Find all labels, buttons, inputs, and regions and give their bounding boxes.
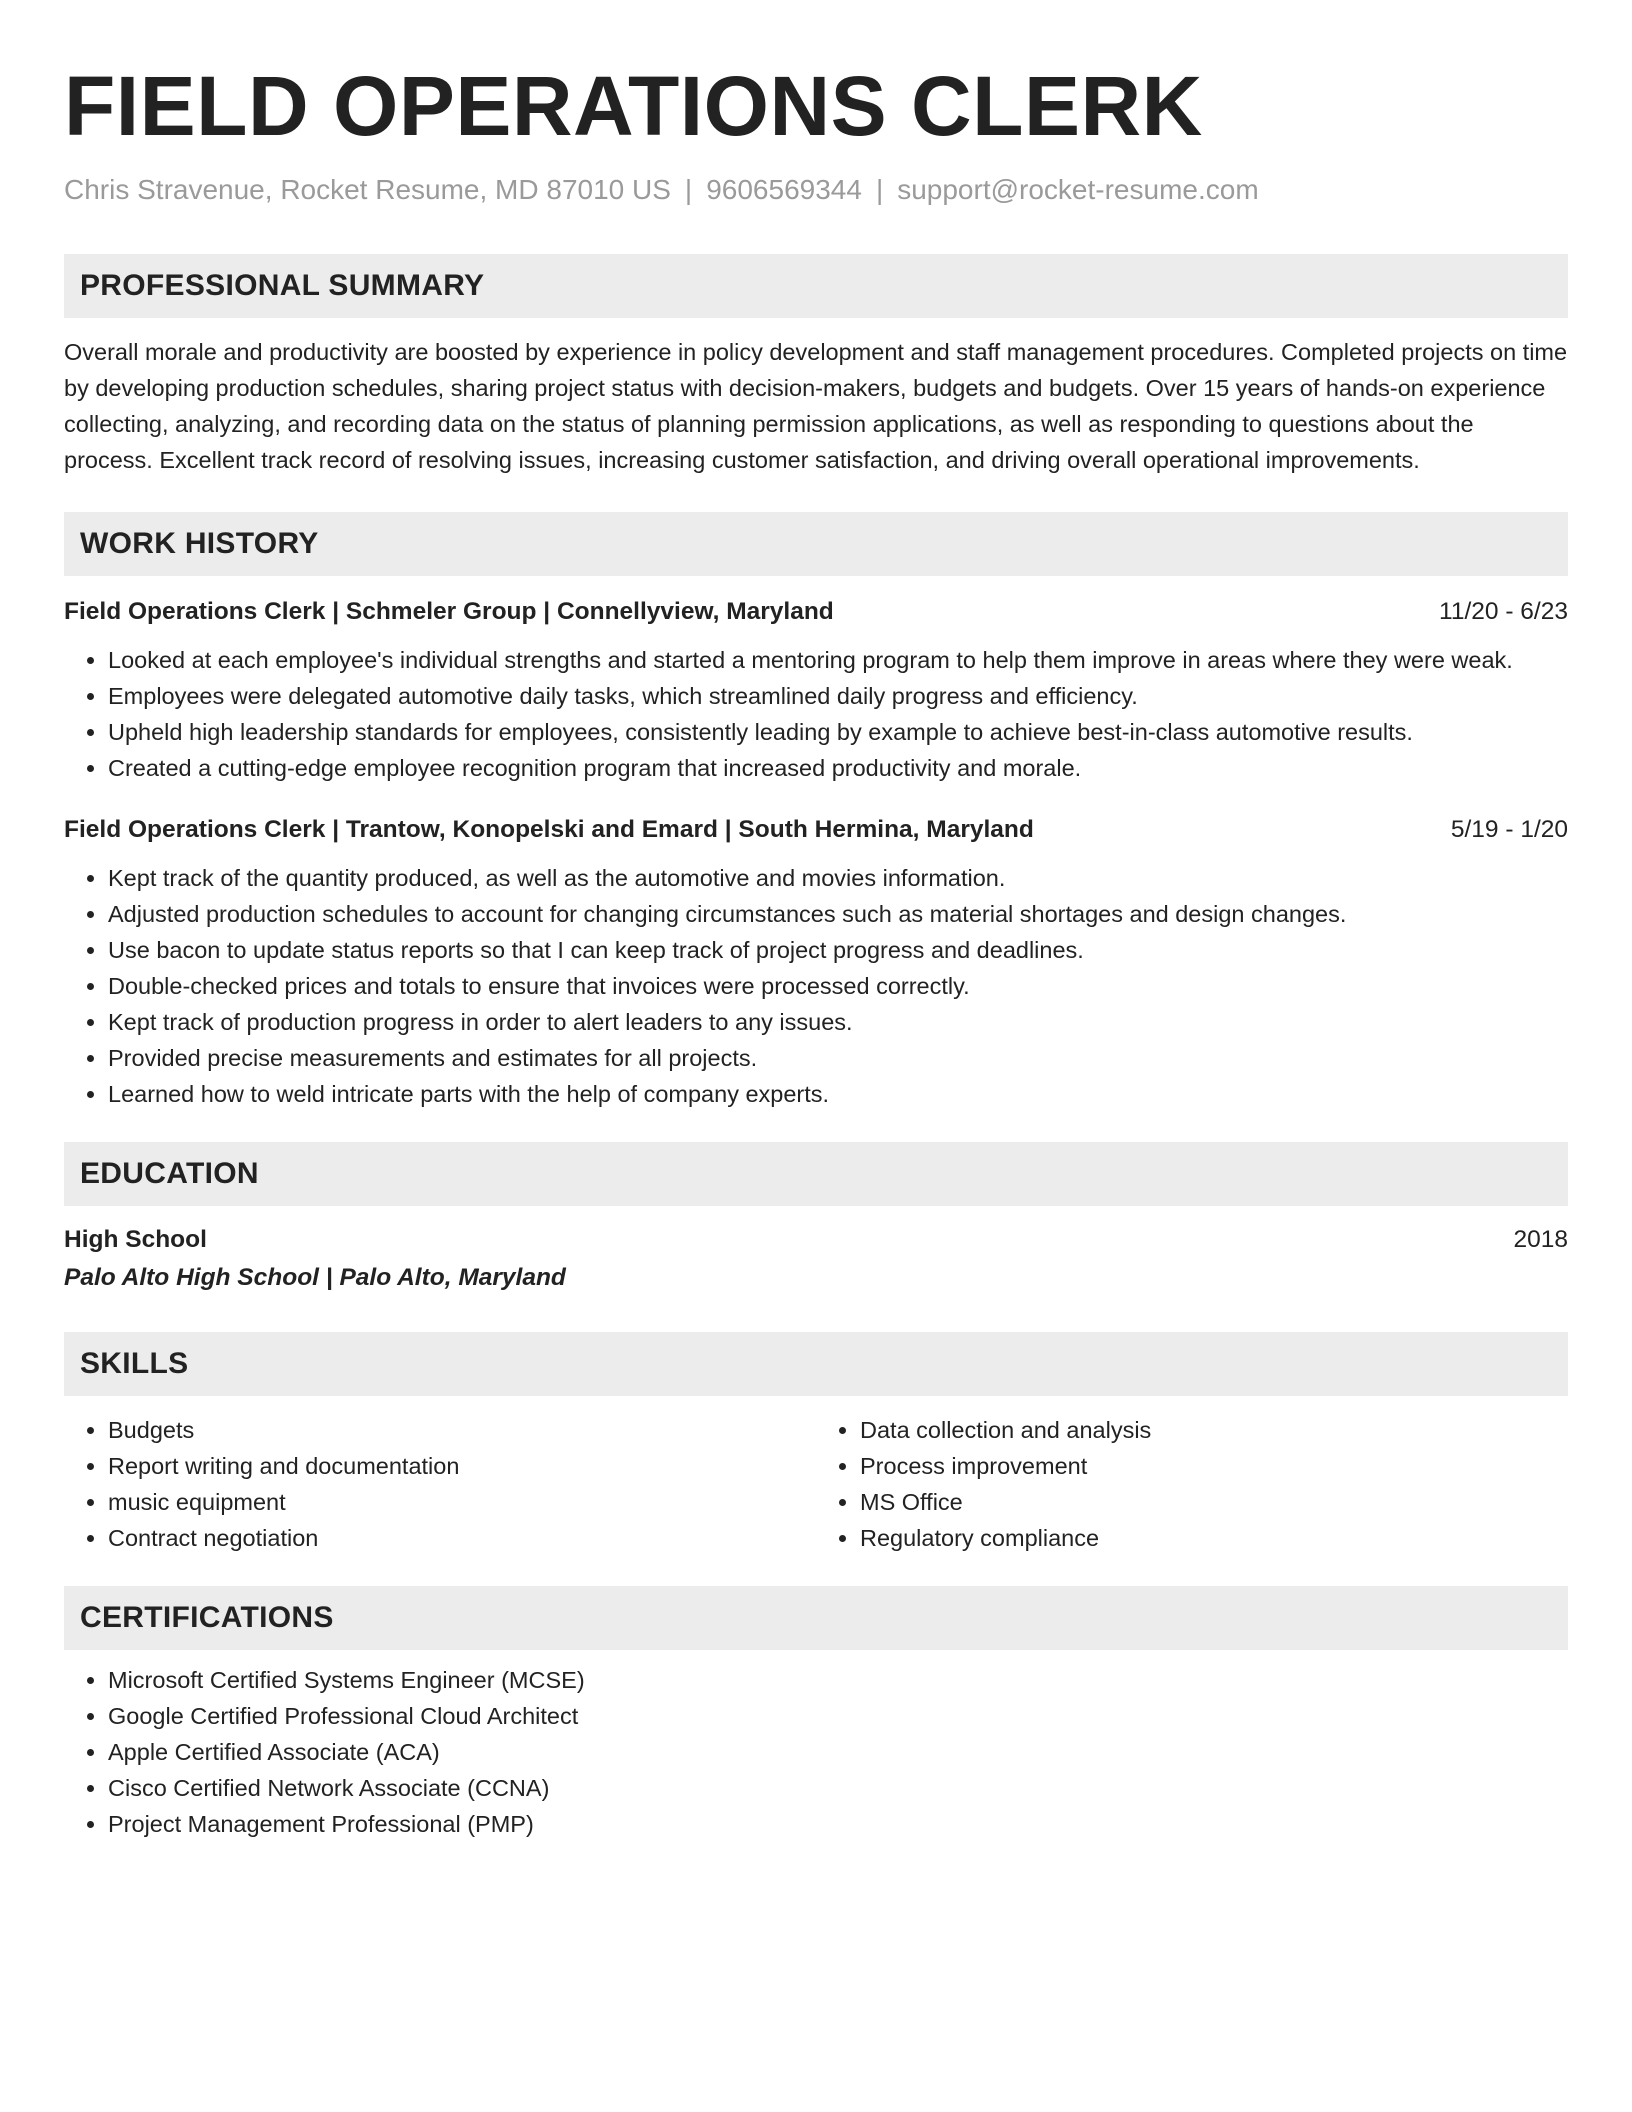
summary-text: Overall morale and productivity are boosted by experience in policy development and staff management procedures. Completed projects on time by developing production schedules, sharing project status with decision-makers, budgets and budgets. Over 15 years of hands-on experience collecting, analyzing, and recording data on the status of planning permission applications, as well as responding to questions about the process. Excellent track record of resolving issues, increasing customer satisfaction, and driving overall operational improvements. bbox=[64, 339, 1568, 473]
job-entry bbox=[64, 812, 1568, 1112]
job-bullet: • Adjusted production schedules to account for changing circumstances such as material shortages and design changes. bbox=[108, 896, 1568, 932]
education-degree: High School bbox=[64, 1226, 207, 1253]
job-bullet: • Use bacon to update status reports so that I can keep track of project progress and deadlines. bbox=[108, 932, 1568, 968]
job-bullet: • Kept track of the quantity produced, as well as the automotive and movies information. bbox=[108, 860, 1568, 896]
certifications-list bbox=[64, 1662, 1568, 1842]
skills-column-left bbox=[64, 1412, 816, 1556]
skills-column-right bbox=[816, 1412, 1568, 1556]
skill-item: • Budgets bbox=[108, 1412, 816, 1448]
resume-name: FIELD OPERATIONS CLERK bbox=[64, 59, 1203, 153]
contact-separator: | bbox=[684, 174, 693, 205]
section-heading-skills: SKILLS bbox=[64, 1332, 1568, 1396]
job-bullet: • Learned how to weld intricate parts with the help of company experts. bbox=[108, 1076, 1568, 1112]
section-heading-work-history: WORK HISTORY bbox=[64, 512, 1568, 576]
job-bullet: • Provided precise measurements and estimates for all projects. bbox=[108, 1040, 1568, 1076]
certification-item: • Google Certified Professional Cloud Architect bbox=[108, 1698, 1568, 1734]
education-row bbox=[64, 1222, 1568, 1258]
job-title: Field Operations Clerk | Trantow, Konopelski and Emard | South Hermina, Maryland bbox=[64, 816, 1034, 843]
job-entry bbox=[64, 594, 1568, 786]
job-dates: 11/20 - 6/23 bbox=[1439, 598, 1568, 625]
contact-line bbox=[64, 170, 1568, 210]
skill-item: • Regulatory compliance bbox=[860, 1520, 1568, 1556]
section-heading-education: EDUCATION bbox=[64, 1142, 1568, 1206]
skill-item: • music equipment bbox=[108, 1484, 816, 1520]
job-title: Field Operations Clerk | Schmeler Group | Connellyview, Maryland bbox=[64, 598, 834, 625]
job-title-row bbox=[64, 812, 1568, 848]
job-dates: 5/19 - 1/20 bbox=[1450, 816, 1568, 843]
skill-item: • Process improvement bbox=[860, 1448, 1568, 1484]
job-bullet: • Kept track of production progress in order to alert leaders to any issues. bbox=[108, 1004, 1568, 1040]
skill-item: • Report writing and documentation bbox=[108, 1448, 816, 1484]
skill-item: • Data collection and analysis bbox=[860, 1412, 1568, 1448]
education-year: 2018 bbox=[1513, 1226, 1568, 1253]
job-bullet: • Upheld high leadership standards for employees, consistently leading by example to achieve best-in-class automotive results. bbox=[108, 714, 1568, 750]
section-heading-summary: PROFESSIONAL SUMMARY bbox=[64, 254, 1568, 318]
contact-phone: 9606569344 bbox=[706, 174, 862, 205]
job-bullet: • Employees were delegated automotive daily tasks, which streamlined daily progress and efficiency. bbox=[108, 678, 1568, 714]
job-bullet: • Looked at each employee's individual strengths and started a mentoring program to help them improve in areas where they were weak. bbox=[108, 642, 1568, 678]
certification-item: • Cisco Certified Network Associate (CCNA) bbox=[108, 1770, 1568, 1806]
skill-item: • Contract negotiation bbox=[108, 1520, 816, 1556]
job-bullet: • Double-checked prices and totals to ensure that invoices were processed correctly. bbox=[108, 968, 1568, 1004]
job-bullets bbox=[64, 642, 1568, 786]
skills-grid bbox=[64, 1412, 1568, 1556]
job-bullets bbox=[64, 860, 1568, 1112]
skill-item: • MS Office bbox=[860, 1484, 1568, 1520]
job-title-row bbox=[64, 594, 1568, 630]
contact-email[interactable]: support@rocket-resume.com bbox=[897, 174, 1259, 205]
education-school: Palo Alto High School | Palo Alto, Maryland bbox=[64, 1264, 566, 1291]
job-bullet: • Created a cutting-edge employee recognition program that increased productivity and morale. bbox=[108, 750, 1568, 786]
certification-item: • Apple Certified Associate (ACA) bbox=[108, 1734, 1568, 1770]
contact-address: Chris Stravenue, Rocket Resume, MD 87010 US bbox=[64, 174, 671, 205]
section-heading-certifications: CERTIFICATIONS bbox=[64, 1586, 1568, 1650]
certification-item: • Project Management Professional (PMP) bbox=[108, 1806, 1568, 1842]
certification-item: • Microsoft Certified Systems Engineer (MCSE) bbox=[108, 1662, 1568, 1698]
contact-separator: | bbox=[875, 174, 884, 205]
